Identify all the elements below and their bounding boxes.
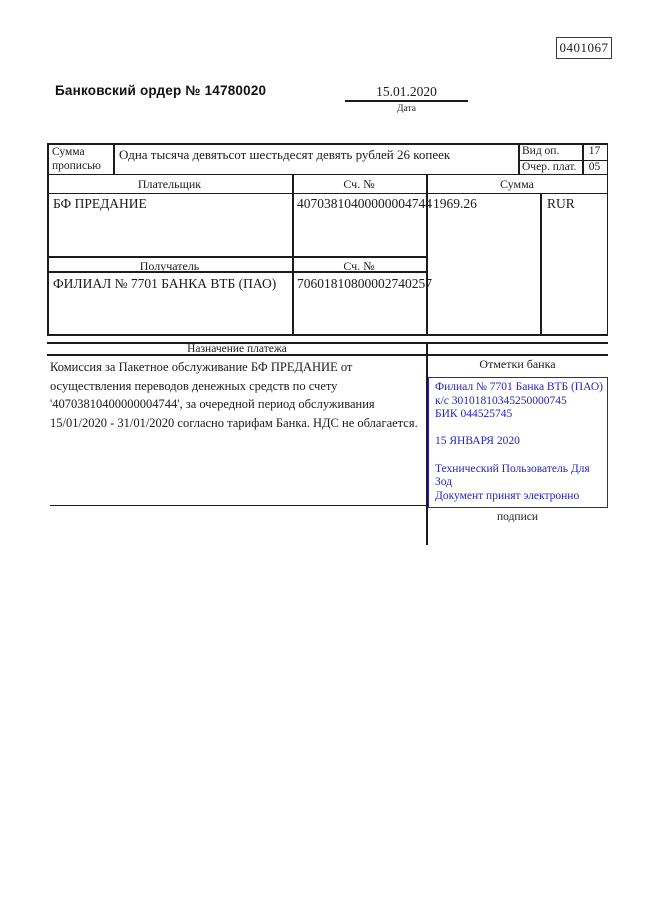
sum-column-header: Сумма [500,177,534,191]
payee-account: 70601810800002740257 [297,276,432,291]
purpose-header: Назначение платежа [187,342,287,355]
table-border-bottom [47,334,608,336]
stamp-accepted-note: Документ принят электронно [435,489,580,502]
op-type-label: Вид оп. [522,145,560,157]
bank-stamp-box [428,377,608,508]
stamp-date: 15 ЯНВАРЯ 2020 [435,435,520,448]
op-type-value: 17 [588,145,601,157]
date-label: Дата [397,104,416,114]
amount-words-label-line2: прописью [52,160,101,172]
bank-marks-header: Отметки банка [479,357,556,371]
payer-account-divider [292,174,294,335]
signatures-label: подписи [497,511,538,523]
document-title: Банковский ордер № 14780020 [55,83,267,98]
stamp-corr-account: к/с 30101810345250000745 [435,394,567,407]
payer-header-bottom-border [47,193,608,195]
payer-account-header: Сч. № [343,177,375,191]
priority-label: Очер. плат. [522,160,577,173]
amount-in-words: Одна тысяча девятьсот шестьдесят девять рублей 26 копеек [119,147,451,162]
stamp-blank-line [435,449,602,463]
stamp-bank-name: Филиал № 7701 Банка ВТБ (ПАО) [435,381,603,393]
payment-amount: 1969.26 [433,196,477,211]
form-code: 0401067 [559,40,609,55]
stamp-operator-line1: Технический Пользователь Для [435,462,590,475]
payee-header-top-border [47,256,427,258]
priority-value: 05 [588,160,601,173]
amount-words-divider [113,143,115,174]
stamp-operator-line2: Зод [435,476,453,489]
payee-header: Получатель [139,259,200,273]
op-type-left-divider [518,143,520,174]
stamp-bik: БИК 044525745 [435,408,513,421]
payment-currency: RUR [547,196,575,211]
amount-words-label-line1: Сумма [52,146,85,158]
table-border-left [47,143,49,334]
purpose-cell-bottom-border [50,505,426,507]
payee-name: ФИЛИАЛ № 7701 БАНКА ВТБ (ПАО) [53,276,277,291]
purpose-text: Комиссия за Пакетное обслуживание БФ ПРЕДАНИЕ от осуществления переводов денежных средств по счету '40703810400000004744', за очередной период обслуживания 15/01/2020 - 31/01/2020 согласно тарифам Банка. НДС не облагается. [50,360,418,430]
date-underline [345,100,468,102]
amount-row-bottom-border [47,174,608,176]
payer-name: БФ ПРЕДАНИЕ [53,196,147,211]
stamp-blank-line [435,422,602,436]
payer-account: 40703810400000004744 [297,196,432,211]
amount-currency-divider [540,193,542,335]
form-code-box [556,37,612,59]
date-value: 15.01.2020 [376,84,437,99]
payer-header: Плательщик [137,177,202,191]
payee-account-header: Сч. № [343,259,375,273]
